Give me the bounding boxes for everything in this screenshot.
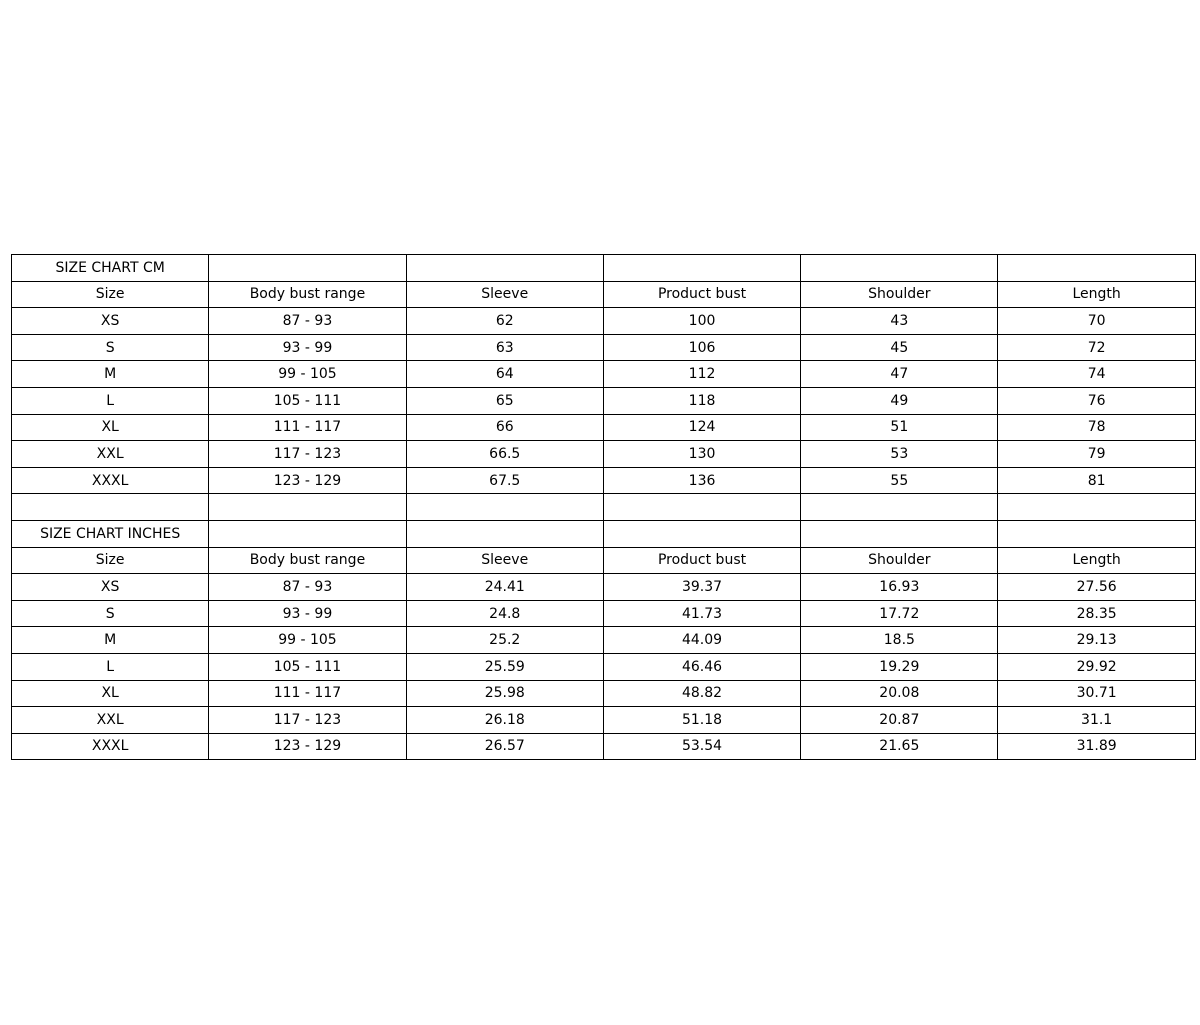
table-cell: 53.54 [603, 733, 800, 760]
size-cell: L [12, 653, 209, 680]
table-cell: 26.57 [406, 733, 603, 760]
column-header: Length [998, 281, 1195, 308]
table-cell: 27.56 [998, 574, 1195, 601]
table-cell: 19.29 [801, 653, 998, 680]
empty-cell [801, 494, 998, 521]
empty-cell [209, 255, 406, 282]
table-cell: 25.98 [406, 680, 603, 707]
table-cell: 24.41 [406, 574, 603, 601]
table-row [12, 308, 1196, 335]
empty-cell [998, 520, 1195, 547]
table-cell: 39.37 [603, 574, 800, 601]
table-cell: 87 - 93 [209, 308, 406, 335]
table-cell: 16.93 [801, 574, 998, 601]
empty-cell [406, 255, 603, 282]
table-cell: 117 - 123 [209, 707, 406, 734]
table-cell: 41.73 [603, 600, 800, 627]
table-cell: 51 [801, 414, 998, 441]
table-cell: 124 [603, 414, 800, 441]
table-cell: 74 [998, 361, 1195, 388]
column-header: Body bust range [209, 547, 406, 574]
table-row [12, 680, 1196, 707]
column-header: Sleeve [406, 547, 603, 574]
table-row [12, 574, 1196, 601]
table-cell: 123 - 129 [209, 733, 406, 760]
table-cell: 53 [801, 441, 998, 468]
column-header: Product bust [603, 547, 800, 574]
empty-cell [603, 494, 800, 521]
table-cell: 62 [406, 308, 603, 335]
table-cell: 112 [603, 361, 800, 388]
table-cell: 99 - 105 [209, 361, 406, 388]
table-cell: 79 [998, 441, 1195, 468]
table-cell: 47 [801, 361, 998, 388]
table-cell: 25.59 [406, 653, 603, 680]
table-cell: 117 - 123 [209, 441, 406, 468]
table-cell: 66.5 [406, 441, 603, 468]
table-cell: 81 [998, 467, 1195, 494]
section-title-cm: SIZE CHART CM [12, 255, 209, 282]
table-row [12, 414, 1196, 441]
table-cell: 93 - 99 [209, 334, 406, 361]
table-cell: 31.1 [998, 707, 1195, 734]
table-cell: 111 - 117 [209, 414, 406, 441]
table-row [12, 653, 1196, 680]
table-cell: 30.71 [998, 680, 1195, 707]
table-cell: 118 [603, 387, 800, 414]
size-cell: XS [12, 574, 209, 601]
size-cell: XXXL [12, 733, 209, 760]
table-cell: 17.72 [801, 600, 998, 627]
size-cell: XXL [12, 441, 209, 468]
spacer-row [12, 494, 1196, 521]
table-cell: 111 - 117 [209, 680, 406, 707]
table-cell: 72 [998, 334, 1195, 361]
header-row [12, 547, 1196, 574]
empty-cell [406, 494, 603, 521]
table-cell: 93 - 99 [209, 600, 406, 627]
table-row [12, 467, 1196, 494]
table-cell: 105 - 111 [209, 387, 406, 414]
table-cell: 78 [998, 414, 1195, 441]
table-cell: 64 [406, 361, 603, 388]
section-title-inches: SIZE CHART INCHES [12, 520, 209, 547]
table-cell: 45 [801, 334, 998, 361]
column-header: Shoulder [801, 281, 998, 308]
table-cell: 99 - 105 [209, 627, 406, 654]
size-cell: L [12, 387, 209, 414]
table-row [12, 334, 1196, 361]
table-cell: 29.13 [998, 627, 1195, 654]
table-cell: 44.09 [603, 627, 800, 654]
empty-cell [998, 494, 1195, 521]
table-cell: 106 [603, 334, 800, 361]
empty-cell [209, 494, 406, 521]
size-cell: XL [12, 414, 209, 441]
size-cell: XL [12, 680, 209, 707]
size-cell: XXXL [12, 467, 209, 494]
size-chart-table [11, 254, 1196, 760]
table-cell: 49 [801, 387, 998, 414]
header-row [12, 281, 1196, 308]
table-cell: 136 [603, 467, 800, 494]
empty-cell [406, 520, 603, 547]
table-cell: 51.18 [603, 707, 800, 734]
table-cell: 28.35 [998, 600, 1195, 627]
empty-cell [12, 494, 209, 521]
table-cell: 130 [603, 441, 800, 468]
column-header: Product bust [603, 281, 800, 308]
table-cell: 43 [801, 308, 998, 335]
empty-cell [603, 255, 800, 282]
table-cell: 67.5 [406, 467, 603, 494]
table-cell: 31.89 [998, 733, 1195, 760]
table-cell: 123 - 129 [209, 467, 406, 494]
table-cell: 25.2 [406, 627, 603, 654]
empty-cell [209, 520, 406, 547]
table-cell: 66 [406, 414, 603, 441]
size-cell: XXL [12, 707, 209, 734]
empty-cell [801, 255, 998, 282]
column-header: Sleeve [406, 281, 603, 308]
column-header: Size [12, 547, 209, 574]
table-cell: 100 [603, 308, 800, 335]
table-row [12, 600, 1196, 627]
table-cell: 70 [998, 308, 1195, 335]
column-header: Length [998, 547, 1195, 574]
empty-cell [603, 520, 800, 547]
table-row [12, 361, 1196, 388]
table-cell: 55 [801, 467, 998, 494]
table-cell: 48.82 [603, 680, 800, 707]
empty-cell [998, 255, 1195, 282]
table-cell: 63 [406, 334, 603, 361]
size-cell: S [12, 334, 209, 361]
table-row [12, 627, 1196, 654]
table-cell: 87 - 93 [209, 574, 406, 601]
section-title-row [12, 520, 1196, 547]
table-row [12, 733, 1196, 760]
column-header: Body bust range [209, 281, 406, 308]
size-cell: M [12, 627, 209, 654]
table-row [12, 387, 1196, 414]
table-row [12, 707, 1196, 734]
table-cell: 21.65 [801, 733, 998, 760]
column-header: Size [12, 281, 209, 308]
table-cell: 24.8 [406, 600, 603, 627]
table-row [12, 441, 1196, 468]
table-cell: 29.92 [998, 653, 1195, 680]
empty-cell [801, 520, 998, 547]
table-cell: 18.5 [801, 627, 998, 654]
size-cell: S [12, 600, 209, 627]
table-cell: 20.08 [801, 680, 998, 707]
table-cell: 105 - 111 [209, 653, 406, 680]
size-cell: M [12, 361, 209, 388]
table-cell: 76 [998, 387, 1195, 414]
size-cell: XS [12, 308, 209, 335]
table-cell: 65 [406, 387, 603, 414]
section-title-row [12, 255, 1196, 282]
table-cell: 20.87 [801, 707, 998, 734]
table-cell: 26.18 [406, 707, 603, 734]
column-header: Shoulder [801, 547, 998, 574]
table-cell: 46.46 [603, 653, 800, 680]
